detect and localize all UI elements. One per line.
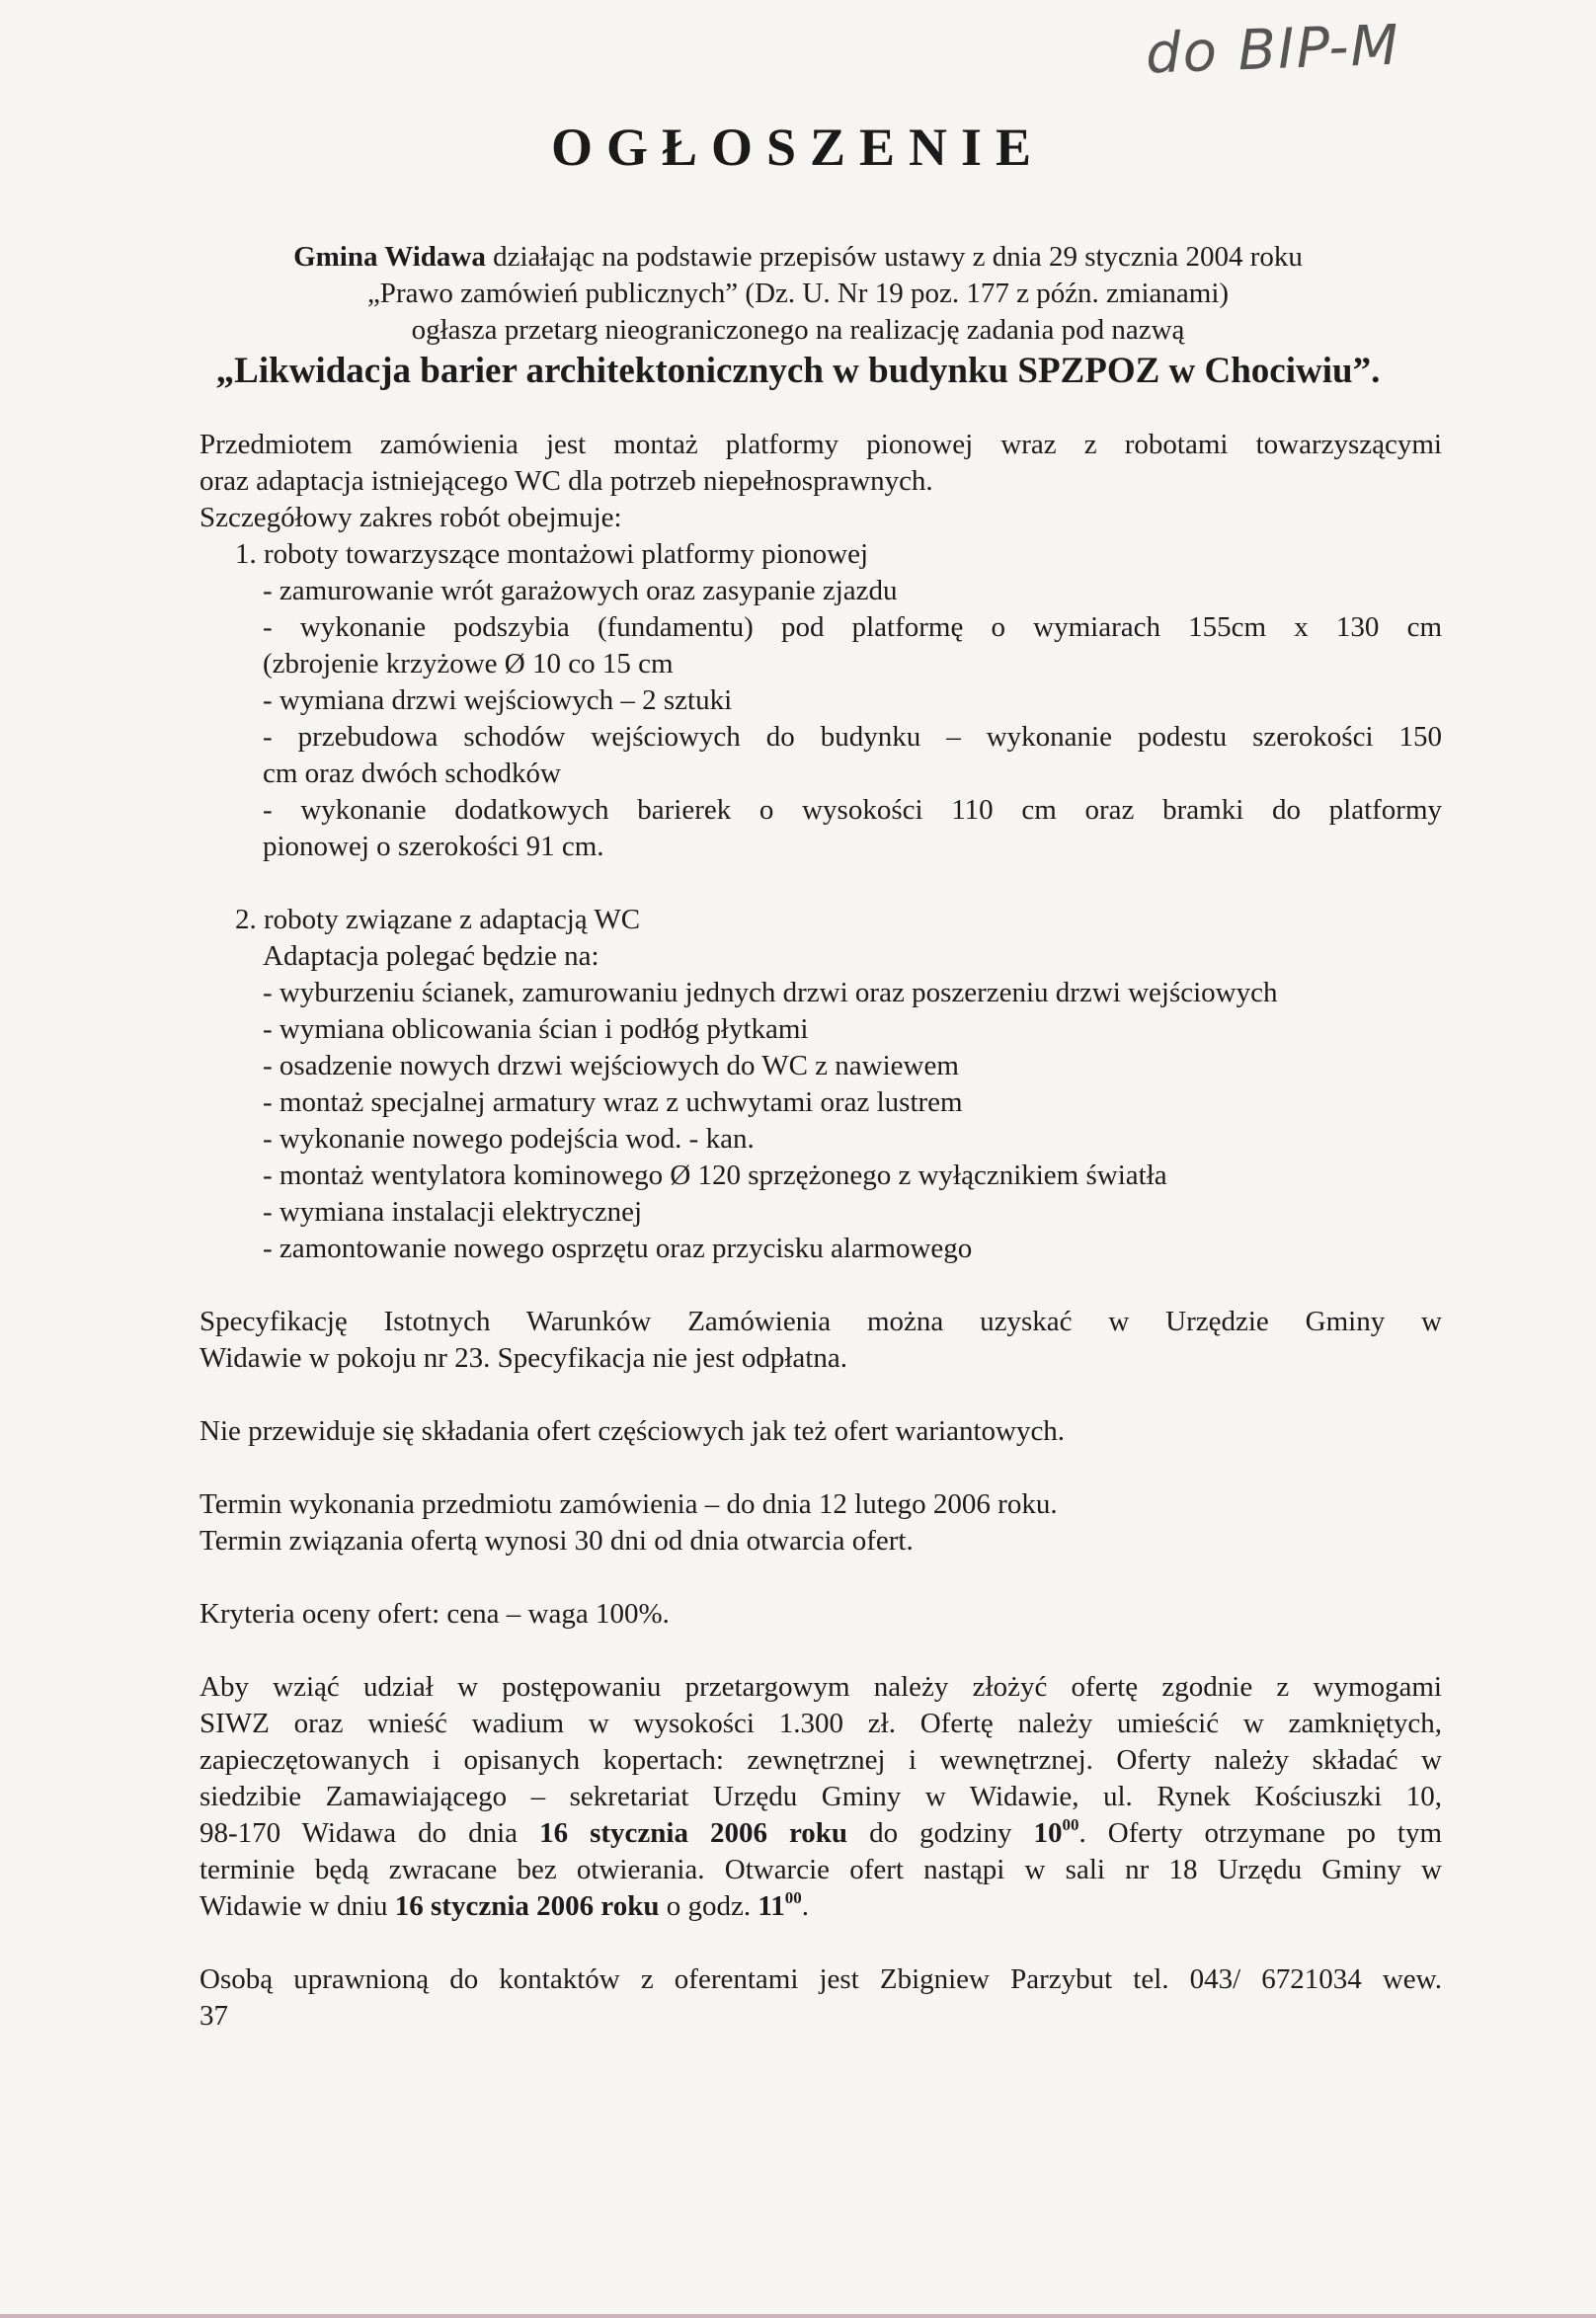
deadline-hour-value: 10: [1033, 1817, 1063, 1849]
section2-item: - montaż wentylatora kominowego Ø 120 sprzężonego z wyłącznikiem światła: [263, 1159, 1167, 1191]
subject-line-1: Przedmiotem zamówienia jest montaż platformy pionowej wraz z robotami towarzyszącymi: [200, 429, 1442, 460]
spacer: [200, 1633, 1442, 1669]
opening-hour-value: 11: [758, 1890, 785, 1922]
subject-line-2: oraz adaptacja istniejącego WC dla potrzeb niepełnosprawnych.: [200, 465, 933, 497]
siwz-line-1: Specyfikację Istotnych Warunków Zamówienia można uzyskać w Urzędzie Gminy w: [200, 1306, 1442, 1337]
siwz-line-2: Widawie w pokoju nr 23. Specyfikacja nie jest odpłatna.: [200, 1342, 847, 1374]
subject-line-3: Szczegółowy zakres robót obejmuje:: [200, 502, 622, 533]
participation-line-7-a: Widawie w dniu: [200, 1890, 395, 1922]
section2-item: - wymiana instalacji elektrycznej: [263, 1196, 643, 1228]
criteria: Kryteria oceny ofert: cena – waga 100%.: [200, 1598, 670, 1630]
spacer: [200, 1450, 1442, 1486]
deadline-hour-minutes: 00: [1062, 1815, 1079, 1834]
contact-line-1: Osobą uprawnioną do kontaktów z oferentami jest Zbigniew Parzybut tel. 043/ 6721034 wew.: [200, 1963, 1442, 1995]
opening-hour: [758, 1890, 801, 1922]
section1-heading: 1. roboty towarzyszące montażowi platformy pionowej: [235, 538, 869, 570]
section2-item: - wyburzeniu ścianek, zamurowaniu jednych drzwi oraz poszerzeniu drzwi wejściowych: [263, 977, 1278, 1008]
section1-item: (zbrojenie krzyżowe Ø 10 co 15 cm: [263, 648, 674, 679]
participation-line-5: [200, 1815, 1442, 1852]
document-body: [200, 427, 1442, 2035]
spacer: [200, 1377, 1442, 1413]
handwritten-note: do BIP-M: [1144, 13, 1401, 87]
intro-org: Gmina Widawa: [293, 241, 486, 273]
section1-item: cm oraz dwóch schodków: [263, 758, 561, 789]
no-partial-offers: Nie przewiduje się składania ofert częściowych jak też ofert wariantowych.: [200, 1415, 1066, 1447]
opening-hour-minutes: 00: [784, 1888, 802, 1907]
participation-line-7-e: .: [801, 1890, 810, 1922]
section2-heading: 2. roboty związane z adaptacją WC: [235, 904, 641, 935]
participation-line-3: zapieczętowanych i opisanych kopertach: zewnętrznej i wewnętrznej. Oferty należy składać w: [200, 1744, 1442, 1776]
section2-item: - wymiana oblicowania ścian i podłóg płytkami: [263, 1013, 809, 1045]
spacer: [200, 1267, 1442, 1304]
task-headline: „Likwidacja barier architektonicznych w budynku SPZPOZ w Chociwiu”.: [215, 351, 1381, 391]
participation-line-1: Aby wziąć udział w postępowaniu przetargowym należy złożyć ofertę zgodnie z wymogami: [200, 1671, 1442, 1703]
deadline-line-1: Termin wykonania przedmiotu zamówienia – do dnia 12 lutego 2006 roku.: [200, 1488, 1058, 1520]
section1-item: - wykonanie dodatkowych barierek o wysokości 110 cm oraz bramki do platformy: [263, 794, 1442, 826]
section2-item: - montaż specjalnej armatury wraz z uchwytami oraz lustrem: [263, 1086, 963, 1118]
participation-line-2: SIWZ oraz wnieść wadium w wysokości 1.300 zł. Ofertę należy umieścić w zamkniętych,: [200, 1708, 1442, 1739]
intro-line-1-text: działając na podstawie przepisów ustawy z dnia 29 stycznia 2004 roku: [485, 241, 1303, 273]
section2-item: - zamontowanie nowego osprzętu oraz przycisku alarmowego: [263, 1233, 973, 1264]
participation-line-4: siedzibie Zamawiającego – sekretariat Urzędu Gminy w Widawie, ul. Rynek Kościuszki 10,: [200, 1781, 1442, 1812]
deadline-hour: [1034, 1817, 1079, 1849]
deadline-date: 16 stycznia 2006 roku: [539, 1817, 848, 1849]
intro-block: [188, 239, 1408, 349]
spacer: [200, 1925, 1442, 1961]
section1-item: - wykonanie podszybia (fundamentu) pod platformę o wymiarach 155cm x 130 cm: [263, 611, 1442, 643]
deadline-line-2: Termin związania ofertą wynosi 30 dni od dnia otwarcia ofert.: [200, 1525, 914, 1557]
participation-line-5-c: do godziny: [847, 1817, 1034, 1849]
participation-line-5-e: . Oferty otrzymane po tym: [1078, 1817, 1443, 1849]
spacer: [200, 865, 1442, 902]
section1-item: - zamurowanie wrót garażowych oraz zasypanie zjazdu: [263, 575, 898, 606]
section1-item: - przebudowa schodów wejściowych do budynku – wykonanie podestu szerokości 150: [263, 721, 1442, 753]
participation-line-7: [200, 1888, 1442, 1925]
section2-subheading: Adaptacja polegać będzie na:: [263, 940, 599, 972]
intro-line-3: ogłasza przetarg nieograniczonego na realizację zadania pod nazwą: [411, 314, 1185, 346]
scan-bottom-edge: [0, 2314, 1596, 2318]
opening-date: 16 stycznia 2006 roku: [394, 1890, 660, 1922]
contact-line-2: 37: [200, 2000, 228, 2032]
participation-line-5-a: 98-170 Widawa do dnia: [200, 1817, 540, 1849]
section1-item: pionowej o szerokości 91 cm.: [263, 831, 604, 862]
intro-line-1: [188, 239, 1408, 276]
spacer: [200, 1559, 1442, 1596]
intro-line-2: „Prawo zamówień publicznych” (Dz. U. Nr 19 poz. 177 z późn. zmianami): [366, 278, 1230, 309]
section2-item: - osadzenie nowych drzwi wejściowych do WC z nawiewem: [263, 1050, 959, 1081]
section1-item: - wymiana drzwi wejściowych – 2 sztuki: [263, 684, 733, 716]
page-title: OGŁOSZENIE: [550, 118, 1046, 177]
participation-line-6: terminie będą zwracane bez otwierania. Otwarcie ofert nastąpi w sali nr 18 Urzędu Gminy w: [200, 1854, 1442, 1885]
participation-line-7-c: o godz.: [659, 1890, 758, 1922]
section2-item: - wykonanie nowego podejścia wod. - kan.: [263, 1123, 755, 1155]
